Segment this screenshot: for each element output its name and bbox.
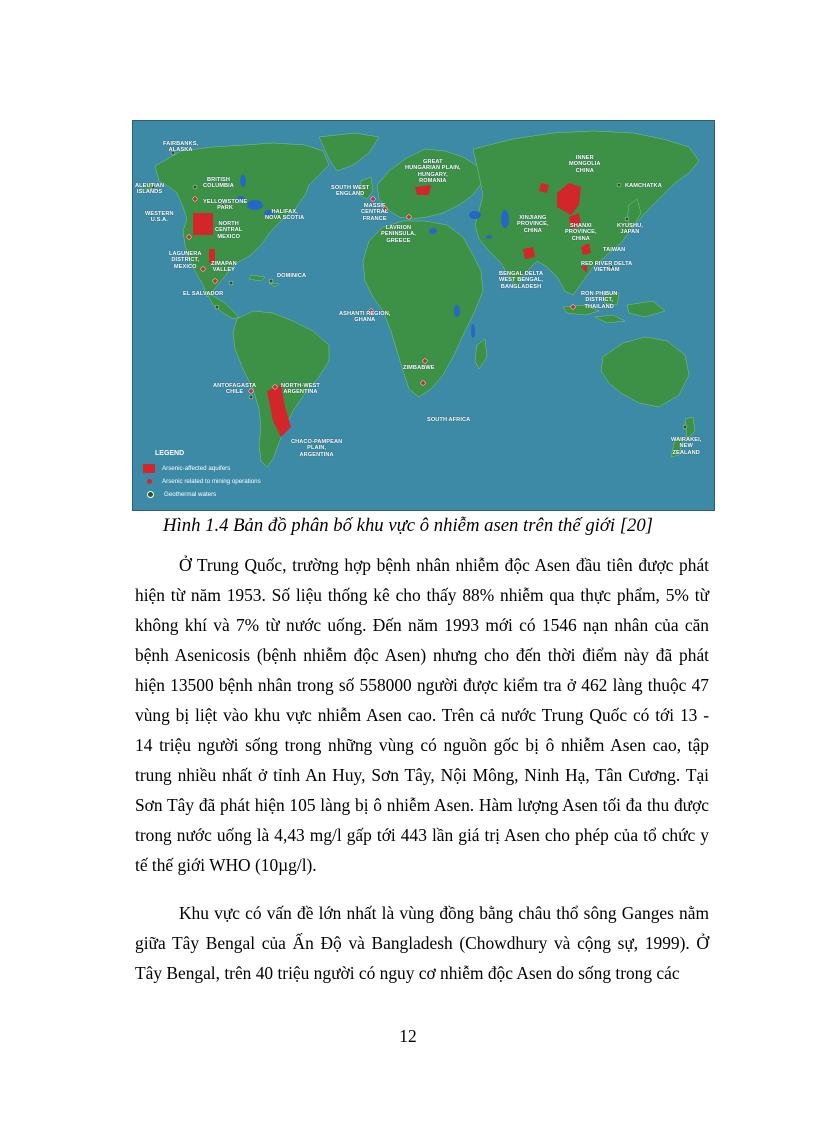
legend-title: LEGEND (155, 450, 185, 457)
legend-geothermal: Geothermal waters (164, 490, 217, 498)
text-line: không khí và 7% từ nước uống. Đến năm 1993 mới có 1546 nạn nhân của căn (135, 615, 709, 635)
mining-swatch (147, 479, 152, 484)
label-fairbanks: FAIRBANKS, ALASKA (163, 141, 199, 154)
label-great-hungarian: GREAT HUNGARIAN PLAIN, HUNGARY, ROMANIA (405, 159, 461, 184)
label-halifax: HALIFAX, NOVA SCOTIA (265, 209, 305, 222)
legend-row-geothermal (143, 489, 216, 499)
label-kamchatka: KAMCHATKA (625, 183, 662, 189)
label-sw-england: SOUTH WEST ENGLAND (331, 185, 370, 198)
label-zimbabwe: ZIMBABWE (403, 365, 435, 371)
text-line: giữa Tây Bengal của Ấn Độ và Bangladesh (Chowdhury và cộng sự, 1999). Ở (135, 933, 709, 953)
map-legend (143, 450, 313, 506)
text-line: Sơn Tây đã phát hiện 105 làng bị ô nhiễm Asen. Hàm lượng Asen tối đa thu được (135, 795, 709, 815)
label-lavrion: LAVRION PENINSULA, GREECE (381, 225, 416, 244)
label-ron-phibun: RON PHIBUN DISTRICT, THAILAND (581, 291, 618, 310)
geothermal-swatch (147, 491, 154, 498)
legend-row-mining (143, 476, 261, 486)
paragraph-1 (135, 550, 709, 880)
label-massif-central: MASSIF CENTRAL FRANCE (361, 203, 389, 222)
label-kyushu: KYUSHU, JAPAN (617, 223, 643, 236)
label-south-africa: SOUTH AFRICA (427, 417, 471, 423)
label-inner-mongolia: INNER MONGOLIA CHINA (569, 155, 601, 174)
label-ashanti: ASHANTI REGION, GHANA (339, 311, 391, 324)
text-line: Khu vực có vấn đề lớn nhất là vùng đồng bằng châu thổ sông Ganges nằm (179, 903, 709, 923)
text-line: 14 triệu người sống trong những vùng có nguồn gốc bị ô nhiễm Asen cao, tập (135, 735, 709, 755)
text-line: tế thế giới WHO (10µg/l). (135, 855, 317, 875)
legend-aquifers: Arsenic-affected aquifers (162, 464, 231, 472)
legend-mining: Arsenic related to mining operations (162, 477, 261, 485)
text-line: trong nước uống là 4,43 mg/l gấp tới 443 lần giá trị Asen cho phép của tổ chức y (135, 825, 709, 845)
label-taiwan: TAIWAN (603, 247, 626, 253)
label-western-usa: WESTERN U.S.A. (145, 211, 174, 224)
label-chaco-pampean: CHACO-PAMPEAN PLAIN, ARGENTINA (291, 439, 343, 458)
label-yellowstone: YELLOWSTONE PARK (203, 199, 248, 212)
text-line: hiện từ năm 1953. Số liệu thống kê cho thấy 88% nhiễm qua thực phẩm, 5% từ (135, 585, 709, 605)
figure-caption: Hình 1.4 Bản đồ phân bố khu vực ô nhiễm asen trên thế giới [20] (163, 515, 653, 536)
label-dominica: DOMINICA (277, 273, 307, 279)
text-line: vùng bị liệt vào khu vực nhiễm Asen cao. Trên cả nước Trung Quốc có tới 13 - (135, 705, 709, 725)
aquifer-swatch (143, 464, 155, 473)
legend-row-aquifers (143, 463, 230, 473)
label-antofagasta: ANTOFAGASTA CHILE (213, 383, 257, 396)
landmass-australia (601, 337, 689, 407)
page-number: 12 (399, 1026, 417, 1046)
label-nw-argentina: NORTH-WEST ARGENTINA (281, 383, 320, 396)
label-waiarakei: WAIRAKEI, NEW ZEALAND (671, 437, 702, 456)
label-british-columbia: BRITISH COLUMBIA (203, 177, 234, 190)
label-xinjiang: XINJIANG PROVINCE, CHINA (517, 215, 549, 234)
text-line: hiện 13500 bệnh nhân trong số 558000 người được kiểm tra ở 462 làng thuộc 47 (135, 675, 709, 695)
label-lagunera: LAGUNERA DISTRICT, MEXICO (169, 251, 202, 270)
text-line: Ở Trung Quốc, trường hợp bệnh nhân nhiễm độc Asen đầu tiên được phát (179, 555, 709, 575)
label-aleutian: ALEUTIAN ISLANDS (135, 183, 165, 196)
label-shanxi: SHANXI PROVINCE, CHINA (565, 223, 597, 242)
label-el-salvador: EL SALVADOR (183, 291, 224, 297)
label-north-central-mexico: NORTH CENTRAL MEXICO (215, 221, 243, 240)
label-zimapan: ZIMAPAN VALLEY (211, 261, 237, 274)
label-red-river: RED RIVER DELTA VIETNAM (581, 261, 633, 274)
world-arsenic-map (132, 120, 715, 511)
label-bengal: BENGAL DELTA WEST BENGAL, BANGLADESH (499, 271, 544, 290)
paragraph-2 (135, 898, 709, 988)
text-line: Tây Bengal, trên 40 triệu người có nguy cơ nhiễm độc Asen do sống trong các (135, 963, 680, 983)
text-line: trung nhiều nhất ở tỉnh An Huy, Sơn Tây, Nội Mông, Ninh Hạ, Tân Cương. Tại (135, 765, 709, 785)
text-line: bệnh Asenicosis (bệnh nhiễm độc Asen) nhưng cho đến thời điểm này đã phát (135, 645, 709, 665)
